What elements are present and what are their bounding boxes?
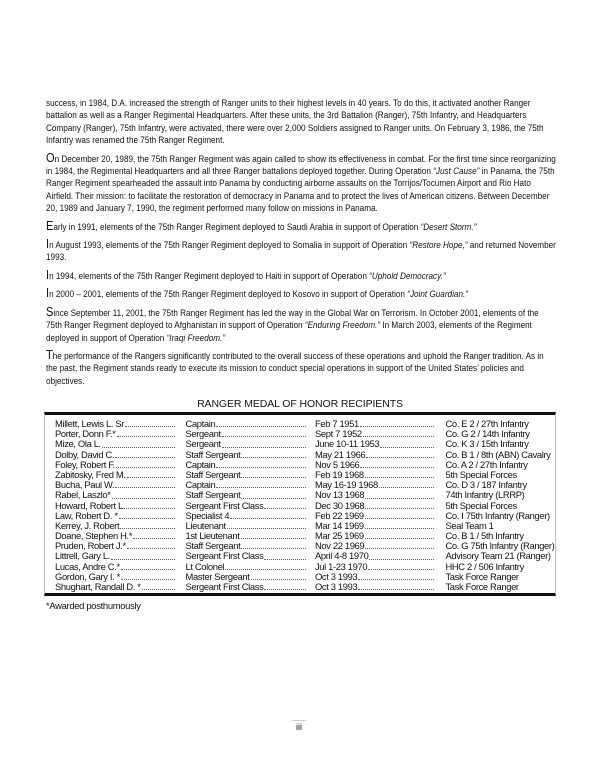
rank-cell — [185, 429, 306, 439]
action-date: May 16-19 1968 — [314, 480, 378, 491]
dot-leader — [264, 501, 306, 509]
action-date-cell — [315, 429, 435, 439]
dot-leader — [216, 419, 306, 427]
paragraph — [46, 98, 556, 148]
dot-leader — [360, 419, 435, 427]
action-date-cell — [315, 541, 435, 551]
recipient-name: Littrell, Gary L. — [55, 551, 111, 562]
unit: Co. K 3 / 15th Infantry — [445, 439, 529, 450]
dot-leader — [365, 521, 435, 529]
unit-cell — [445, 521, 555, 531]
drop-initial: T — [46, 346, 53, 362]
unit: Co. A 2 / 27th Infantry — [445, 459, 528, 470]
dot-leader — [360, 460, 434, 468]
recipient-name: Howard, Robert L. — [55, 500, 126, 511]
table-row — [45, 551, 555, 561]
table-row — [45, 501, 555, 511]
paragraph-text: n December 20, 1989, the 75th Ranger Regiment was again called to show its effectiveness in combat. For the first time since reorganizing in 1984, the Regimental Headquarters and all three Ranger battalions deployed together. During Operation — [46, 153, 556, 178]
dot-leader — [369, 551, 434, 559]
recipient-name: Shughart, Randall D. * — [55, 582, 141, 592]
recipient-name-cell — [55, 531, 176, 541]
dot-leader — [365, 490, 434, 498]
recipient-name-cell — [55, 460, 176, 470]
rank-cell — [185, 501, 306, 511]
drop-initial: E — [46, 217, 54, 233]
rank: Captain — [185, 480, 216, 491]
rank-cell — [185, 541, 306, 551]
unit-cell — [445, 439, 555, 449]
unit: Advisory Team 21 (Ranger) — [445, 551, 551, 562]
operation-name: “Just Cause” — [433, 166, 480, 178]
paragraph-text: ince September 11, 2001, the 75th Ranger Regiment has led the way in the Global War on Terrorism. In October 2001, elements of the 75th Ranger Regiment deployed to Afghanistan in support of Operation — [46, 307, 539, 332]
rank-cell — [185, 511, 306, 521]
recipient-name: Rabel, Laszlo* — [55, 490, 111, 501]
dot-leader — [115, 450, 175, 458]
drop-initial: S — [46, 303, 54, 319]
table-row — [45, 450, 555, 460]
dot-leader — [368, 562, 434, 570]
action-date-cell — [315, 470, 435, 480]
rank-cell — [185, 450, 306, 460]
dot-leader — [358, 572, 434, 580]
action-date-cell — [315, 460, 435, 470]
action-date: Oct 3 1993 — [314, 582, 358, 592]
unit-cell — [445, 460, 555, 470]
dot-leader — [241, 541, 306, 549]
paragraph-text: n 2000 – 2001, elements of the 75th Ranger Regiment deployed to Kosovo in support of Operation — [49, 289, 408, 301]
dot-leader — [241, 450, 306, 458]
rank-cell — [185, 551, 306, 561]
table-row — [45, 439, 555, 449]
unit-cell — [445, 562, 555, 572]
unit: Seal Team 1 — [445, 520, 494, 531]
unit-cell — [445, 582, 555, 592]
action-date-cell — [315, 531, 435, 541]
rank: Lieutenant — [185, 520, 226, 531]
dot-leader — [227, 521, 306, 529]
unit-cell — [445, 531, 555, 541]
recipient-name-cell — [55, 541, 176, 551]
recipient-name-cell — [55, 562, 176, 572]
unit-cell — [445, 572, 555, 582]
recipient-name-cell — [55, 450, 176, 460]
unit: Task Force Ranger — [445, 571, 519, 582]
rank: Sergeant First Class — [185, 582, 264, 592]
recipient-name-cell — [55, 511, 176, 521]
recipient-name: Zabitosky, Fred M. — [55, 469, 126, 480]
rank-cell — [185, 582, 306, 592]
recipient-name: Lucas, Andre C.* — [55, 561, 120, 572]
unit: HHC 2 / 506 Infantry — [445, 561, 524, 572]
action-date-cell — [315, 551, 435, 561]
action-date-cell — [315, 480, 435, 490]
rank: Sergeant — [185, 429, 221, 440]
paragraph — [46, 266, 556, 283]
rank: Sergeant First Class — [185, 500, 264, 511]
action-date: Feb 22 1969 — [314, 510, 364, 521]
table-title: RANGER MEDAL OF HONOR RECIPIENTS — [197, 398, 403, 410]
dot-leader — [133, 531, 175, 539]
action-date: Dec 30 1968 — [314, 500, 365, 511]
recipient-name-cell — [55, 480, 176, 490]
paragraph-text: in Panama, the 75th Ranger Regiment spearheaded the assault into Panama by conducting airborne assaults on the Torrijos/Tocumen Airport and Rio Hato Airfield. Their mission: to facilitate the restoration of democracy in Panama and to protect the lives of American citizens. Between December 20, 1989 and January 7, 1990, the regiment performed many follow on missions in Panama. — [46, 166, 555, 215]
recipient-name: Gordon, Gary I. * — [55, 571, 120, 582]
unit: Co. B 1 / 5th Infantry — [445, 531, 524, 542]
rank-cell — [185, 521, 306, 531]
dot-leader — [230, 511, 306, 519]
rank: Captain — [185, 459, 216, 470]
recipient-name-cell — [55, 429, 176, 439]
dot-leader — [222, 429, 306, 437]
rank-cell — [185, 470, 306, 480]
table-row — [45, 511, 555, 521]
unit: Co. I 75th Infantry (Ranger) — [445, 510, 550, 521]
dot-leader — [119, 511, 176, 519]
dot-leader — [241, 531, 306, 539]
dot-leader — [225, 562, 306, 570]
unit-cell — [445, 480, 555, 490]
dot-leader — [365, 501, 434, 509]
recipient-name: Mize, Ola L. — [55, 439, 101, 450]
operation-name: “Uphold Democracy.” — [369, 270, 446, 282]
rank: Specialist 4 — [185, 510, 230, 521]
action-date: Mar 25 1969 — [314, 531, 364, 542]
unit-cell — [445, 541, 555, 551]
table-row — [45, 531, 555, 541]
action-date: April 4-8 1970 — [314, 551, 369, 562]
action-date-cell — [315, 511, 435, 521]
paragraph — [46, 217, 556, 234]
dot-leader — [365, 511, 435, 519]
action-date: Nov 22 1969 — [314, 541, 365, 552]
unit: 74th Infantry (LRRP) — [445, 490, 525, 501]
action-date-cell — [315, 439, 435, 449]
paragraph — [46, 149, 556, 216]
dot-leader — [365, 531, 435, 539]
action-date: Oct 3 1993 — [314, 571, 358, 582]
paragraph — [46, 238, 556, 265]
drop-initial: O — [46, 149, 55, 165]
rank: Sergeant — [185, 439, 221, 450]
rank: Staff Sergeant — [185, 490, 241, 501]
rank: Staff Sergeant — [185, 469, 241, 480]
action-date-cell — [315, 582, 435, 592]
rank: Staff Sergeant — [185, 449, 241, 460]
dot-leader — [117, 429, 176, 437]
paragraph-text: he performance of the Rangers significantly contributed to the overall success of these operations and uphold the Ranger tradition. As in the past, the Regiment stands ready to execute its mission to conduct special operations in support of the United States’ policies and objectives. — [46, 350, 544, 387]
medal-of-honor-table — [44, 412, 556, 596]
dot-leader — [127, 470, 176, 478]
action-date: Jul 1-23 1970 — [314, 561, 368, 572]
recipient-name-cell — [55, 501, 176, 511]
dot-leader — [222, 439, 306, 447]
dot-leader — [126, 501, 175, 509]
page-number: iii — [292, 720, 306, 732]
unit: Task Force Ranger — [445, 582, 519, 592]
dot-leader — [216, 460, 306, 468]
unit: Co. B 1 / 8th (ABN) Cavalry — [445, 449, 551, 460]
dot-leader — [264, 551, 306, 559]
unit-cell — [445, 450, 555, 460]
rank-cell — [185, 419, 306, 429]
paragraph-text: In March 2003, elements of the Regiment deployed in support of Operation — [46, 320, 532, 344]
drop-initial: I — [46, 285, 50, 301]
paragraph — [46, 303, 556, 345]
rank: Lt Colonel — [185, 561, 225, 572]
unit: Co. G 2 / 14th Infantry — [445, 429, 530, 440]
dot-leader — [112, 490, 176, 498]
rank-cell — [185, 531, 306, 541]
recipient-name-cell — [55, 572, 176, 582]
paragraph — [46, 287, 556, 301]
dot-leader — [366, 450, 434, 458]
dot-leader — [142, 582, 176, 590]
dot-leader — [121, 572, 176, 580]
unit: 5th Special Forces — [445, 500, 517, 511]
rank-cell — [185, 490, 306, 500]
dot-leader — [127, 541, 176, 549]
rank-cell — [185, 562, 306, 572]
unit-cell — [445, 551, 555, 561]
dot-leader — [121, 562, 176, 570]
dot-leader — [102, 439, 176, 447]
recipient-name: Doane, Stephen H.* — [55, 531, 133, 542]
rank: Master Sergeant — [185, 571, 250, 582]
table-row — [45, 460, 555, 470]
action-date: Nov 5 1966 — [314, 459, 360, 470]
action-date-cell — [315, 562, 435, 572]
dot-leader — [125, 419, 175, 427]
operation-name: “Desert Storm.” — [420, 221, 477, 233]
dot-leader — [251, 572, 306, 580]
unit-cell — [445, 429, 555, 439]
unit-cell — [445, 501, 555, 511]
recipient-name: Law, Robert D. * — [55, 510, 118, 521]
action-date-cell — [315, 501, 435, 511]
action-date: Nov 13 1968 — [314, 490, 365, 501]
action-date-cell — [315, 450, 435, 460]
recipient-name-cell — [55, 419, 176, 429]
dot-leader — [111, 551, 175, 559]
recipient-name: Millett, Lewis L. Sr — [55, 419, 125, 429]
rank-cell — [185, 572, 306, 582]
operation-name: “Enduring Freedom.” — [304, 320, 381, 332]
recipient-name-cell — [55, 582, 176, 592]
unit: Co. G 75th Infantry (Ranger) — [445, 541, 555, 552]
table-row — [45, 490, 555, 500]
table-row — [45, 562, 555, 572]
recipient-name-cell — [55, 551, 176, 561]
action-date: Feb 7 1951 — [314, 419, 359, 429]
action-date-cell — [315, 572, 435, 582]
recipient-name: Bucha, Paul W. — [55, 480, 115, 491]
rank-cell — [185, 439, 306, 449]
body-text — [46, 98, 556, 392]
table-row — [45, 572, 555, 582]
action-date: June 10-11 1953 — [314, 439, 380, 450]
action-date-cell — [315, 521, 435, 531]
recipient-name-cell — [55, 490, 176, 500]
unit-cell — [445, 419, 555, 429]
recipient-name-cell — [55, 439, 176, 449]
dot-leader — [264, 582, 306, 590]
action-date: Sept 7 1952 — [314, 429, 362, 440]
table-row — [45, 429, 555, 439]
table-row — [45, 470, 555, 480]
operation-name: “Iraqi Freedom.” — [166, 332, 226, 344]
drop-initial: I — [46, 266, 50, 282]
recipient-name-cell — [55, 470, 176, 480]
operation-name: “Joint Guardian.” — [407, 289, 468, 301]
rank: Sergeant First Class — [185, 551, 264, 562]
dot-leader — [116, 460, 176, 468]
paragraph-text: n August 1993, elements of the 75th Ranger Regiment deployed to Somalia in support of Operation — [49, 240, 410, 252]
dot-leader — [363, 429, 435, 437]
paragraph-text: and returned November 1993. — [46, 240, 556, 264]
table-row — [45, 541, 555, 551]
action-date-cell — [315, 419, 435, 429]
dot-leader — [120, 521, 175, 529]
action-date: May 21 1966 — [314, 449, 366, 460]
dot-leader — [241, 470, 306, 478]
rank: 1st Lieutenant — [185, 531, 240, 542]
rank: Captain — [185, 419, 216, 429]
paragraph — [46, 346, 556, 388]
recipient-name-cell — [55, 521, 176, 531]
paragraph-text: n 1994, elements of the 75th Ranger Regiment deployed to Haiti in support of Operation — [49, 270, 370, 282]
unit: Co. D 3 / 187 Infantry — [445, 480, 527, 491]
action-date-cell — [315, 490, 435, 500]
unit: Co. E 2 / 27th Infantry — [445, 419, 529, 429]
unit-cell — [445, 511, 555, 521]
dot-leader — [241, 490, 306, 498]
recipient-name: Porter, Donn F.* — [55, 429, 116, 440]
dot-leader — [216, 480, 306, 488]
table-row — [45, 419, 555, 429]
dot-leader — [365, 470, 435, 478]
action-date: Mar 14 1969 — [314, 520, 364, 531]
dot-leader — [358, 582, 434, 590]
recipient-name: Pruden, Robert J.* — [55, 541, 126, 552]
footnote: *Awarded posthumously — [46, 600, 141, 611]
recipient-name: Foley, Robert F. — [55, 459, 115, 470]
dot-leader — [365, 541, 434, 549]
recipient-name: Dolby, David C. — [55, 449, 115, 460]
paragraph-text: arly in 1991, elements of the 75th Ranger Regiment deployed to Saudi Arabia in support of Operation — [53, 221, 421, 233]
unit: 5th Special Forces — [445, 469, 517, 480]
unit-cell — [445, 490, 555, 500]
operation-name: “Restore Hope,” — [409, 240, 468, 252]
table-row — [45, 521, 555, 531]
action-date: Feb 19 1968 — [314, 469, 364, 480]
recipient-name: Kerrey, J. Robert — [55, 520, 120, 531]
paragraph-text: success, in 1984, D.A. increased the strength of Ranger units to their highest levels in 40 years. To do this, it activated another Ranger battalion as well as a Ranger Regimental Headquarters. After these units, the 3rd Battalion (Ranger), 75th Infantry, and Headquarters Company (Ranger), 75th Infantry, were activated, there were over 2,000 Soldiers assigned to Ranger units. On February 3, 1986, the 75th Infantry was renamed the 75th Ranger Regiment. — [46, 98, 544, 147]
rank-cell — [185, 480, 306, 490]
dot-leader — [115, 480, 175, 488]
unit-cell — [445, 470, 555, 480]
table-row — [45, 582, 555, 592]
dot-leader — [379, 480, 435, 488]
drop-initial: I — [46, 236, 50, 252]
rank-cell — [185, 460, 306, 470]
dot-leader — [380, 439, 434, 447]
table-row — [45, 480, 555, 490]
rank: Staff Sergeant — [185, 541, 241, 552]
